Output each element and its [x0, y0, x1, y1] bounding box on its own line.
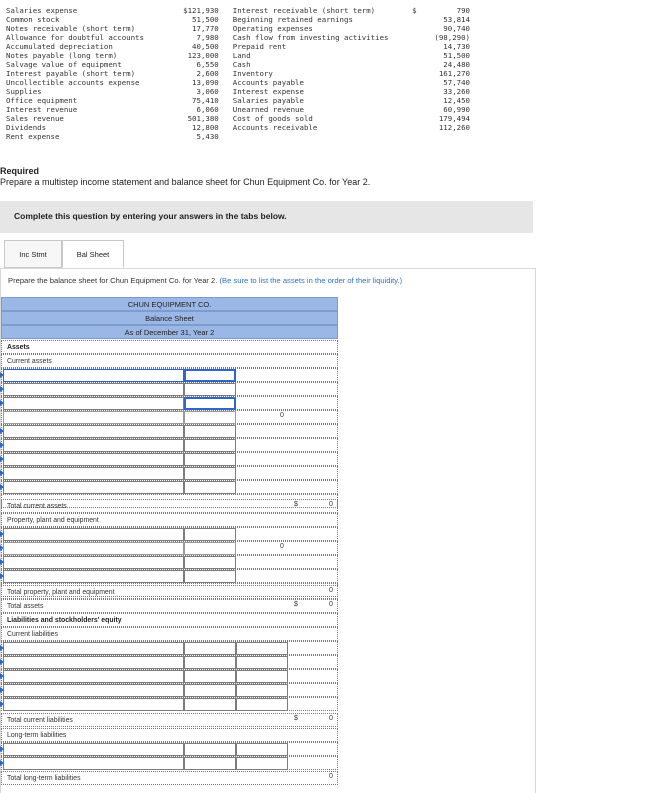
row-marker-icon [0, 673, 4, 679]
account-name: Supplies [6, 87, 42, 96]
statement-title: Balance Sheet [1, 311, 338, 325]
data-row [6, 78, 470, 87]
account-name: Allowance for doubtful accounts [6, 33, 144, 42]
account-value: 12,450 [443, 96, 470, 105]
data-row [6, 33, 470, 42]
data-row [6, 60, 470, 69]
row-marker-icon [0, 456, 4, 462]
account-value: 6,550 [196, 60, 219, 69]
amount-input[interactable] [236, 757, 288, 770]
data-row [6, 24, 470, 33]
row-marker-icon [0, 372, 4, 378]
current-assets-heading-row [1, 354, 338, 368]
account-label-input[interactable] [3, 542, 184, 555]
dollar-sign: $ [294, 715, 298, 722]
account-value: 2,600 [196, 69, 219, 78]
account-name: Beginning retained earnings [232, 15, 353, 24]
required-title: Required [0, 166, 40, 176]
total-current-assets-label: Total current assets [7, 503, 67, 510]
dollar-sign [412, 60, 431, 69]
row-marker-icon [0, 701, 4, 707]
account-name: Uncollectible accounts expense [6, 78, 140, 87]
row-marker-icon [0, 645, 4, 651]
instructions-banner [0, 201, 533, 233]
amount-input[interactable] [236, 743, 288, 756]
instruction-hint: (Be sure to list the assets in the order of their liquidity.) [219, 276, 403, 285]
account-value [431, 132, 470, 141]
account-value: 123,000 [187, 51, 219, 60]
row-marker-icon [0, 559, 4, 565]
amount-input[interactable] [184, 670, 236, 683]
data-row [6, 96, 470, 105]
account-label-input[interactable] [3, 570, 184, 583]
account-label-input[interactable] [3, 369, 184, 382]
amount-input[interactable] [184, 425, 236, 438]
account-name: Cash flow from investing activities [232, 33, 389, 42]
input-row [1, 382, 338, 396]
banner-text: Complete this question by entering your answers in the tabs below. [14, 211, 287, 221]
amount-input[interactable] [184, 411, 236, 424]
account-value: 14,730 [443, 42, 470, 51]
amount-input[interactable] [236, 670, 288, 683]
account-name: Notes payable (long term) [6, 51, 118, 60]
data-row [6, 87, 470, 96]
row-marker-icon [0, 531, 4, 537]
account-label-input[interactable] [3, 670, 184, 683]
company-name: CHUN EQUIPMENT CO. [1, 297, 338, 311]
dollar-sign [412, 132, 431, 141]
account-data-table [6, 6, 470, 141]
account-name: Dividends [6, 123, 47, 132]
account-name: Interest receivable (short term) [232, 6, 376, 15]
input-row [1, 466, 338, 480]
input-row [1, 452, 338, 466]
row-marker-icon [0, 573, 4, 579]
amount-input[interactable] [184, 698, 236, 711]
current-liabilities-heading: Current liabilities [7, 631, 58, 638]
amount-input[interactable] [184, 467, 236, 480]
account-name: Interest revenue [6, 105, 78, 114]
amount-input[interactable] [236, 698, 288, 711]
row-marker-icon [0, 470, 4, 476]
amount-input[interactable] [236, 656, 288, 669]
total-current-assets-row [1, 499, 338, 513]
data-row [6, 15, 470, 24]
current-assets-heading: Current assets [7, 358, 52, 365]
row-marker-icon [0, 484, 4, 490]
account-label-input[interactable] [3, 397, 184, 410]
dollar-sign [412, 114, 431, 123]
long-term-liabilities-heading-row [1, 728, 338, 742]
account-value: 33,260 [443, 87, 470, 96]
account-name: Unearned revenue [232, 105, 304, 114]
account-label-input[interactable] [3, 383, 184, 396]
account-value: 790 [456, 6, 470, 15]
account-value: 75,410 [192, 96, 219, 105]
amount-input[interactable] [184, 570, 236, 583]
receivable-net-value: 0 [280, 412, 284, 419]
account-value: 53,814 [443, 15, 470, 24]
row-marker-icon [0, 746, 4, 752]
account-value: 12,800 [192, 123, 219, 132]
account-value: (98,290) [434, 33, 470, 42]
account-label-input[interactable] [3, 698, 184, 711]
total-current-assets-value: 0 [329, 501, 333, 508]
amount-input[interactable] [184, 556, 236, 569]
dollar-sign [412, 96, 431, 105]
ppe-heading: Property, plant and equipment [7, 517, 99, 524]
ppe-heading-row [1, 513, 338, 527]
account-label-input[interactable] [3, 757, 184, 770]
account-value: 17,770 [192, 24, 219, 33]
input-row [1, 368, 338, 382]
account-name: Operating expenses [232, 24, 313, 33]
assets-heading-row [1, 340, 338, 354]
input-row [1, 424, 338, 438]
account-value: 51,500 [443, 51, 470, 60]
input-row [1, 641, 338, 655]
ppe-net-value: 0 [280, 543, 284, 550]
row-marker-icon [0, 687, 4, 693]
dollar-sign: $ [412, 6, 417, 15]
input-row [1, 697, 338, 711]
account-value: 13,090 [192, 78, 219, 87]
total-assets-value: 0 [329, 601, 333, 608]
input-row [1, 438, 338, 452]
account-value: 6,060 [196, 105, 219, 114]
account-label-input[interactable] [3, 556, 184, 569]
instruction-main: Prepare the balance sheet for Chun Equipment Co. for Year 2. [8, 276, 218, 285]
row-marker-icon [0, 428, 4, 434]
account-value: 57,740 [443, 78, 470, 87]
amount-input[interactable] [184, 542, 236, 555]
total-current-liabilities-row [1, 713, 338, 727]
dollar-sign [412, 42, 431, 51]
account-name: Interest expense [232, 87, 304, 96]
liabilities-equity-heading: Liabilities and stockholders' equity [7, 617, 122, 624]
account-name: Accumulated depreciation [6, 42, 113, 51]
dollar-sign [412, 33, 431, 42]
amount-input[interactable] [184, 757, 236, 770]
balance-sheet-instruction [8, 276, 402, 285]
dollar-sign [412, 24, 431, 33]
dollar-sign [412, 78, 431, 87]
tab-inc-stmt[interactable]: Inc Stmt [4, 240, 62, 268]
dollar-sign: $ [294, 601, 298, 608]
account-label-input[interactable] [3, 684, 184, 697]
tab-bal-sheet[interactable]: Bal Sheet [62, 240, 124, 268]
amount-input[interactable] [184, 383, 236, 396]
account-label-input[interactable] [3, 467, 184, 480]
account-name [233, 132, 412, 141]
amount-input[interactable] [184, 528, 236, 541]
row-marker-icon [0, 442, 4, 448]
total-assets-row [1, 599, 338, 613]
account-label-input[interactable] [3, 439, 184, 452]
amount-input[interactable] [184, 481, 236, 494]
amount-input[interactable] [184, 439, 236, 452]
dollar-sign [412, 123, 431, 132]
input-row [1, 480, 338, 494]
account-value: 51,500 [192, 15, 219, 24]
account-name: Inventory [232, 69, 273, 78]
current-liabilities-heading-row [1, 627, 338, 641]
row-marker-icon [0, 386, 4, 392]
account-name: Cost of goods sold [232, 114, 313, 123]
account-name: Interest payable (short term) [6, 69, 136, 78]
account-label-input[interactable] [3, 425, 184, 438]
amount-input[interactable] [184, 743, 236, 756]
amount-input[interactable] [236, 642, 288, 655]
account-value: 24,480 [443, 60, 470, 69]
account-name: Office equipment [6, 96, 78, 105]
account-name: Notes receivable (short term) [6, 24, 136, 33]
assets-heading: Assets [7, 344, 30, 351]
total-ppe-row [1, 585, 338, 599]
data-row [6, 123, 470, 132]
data-row [6, 69, 470, 78]
dollar-sign [412, 15, 431, 24]
data-row [6, 6, 470, 15]
account-name: Land [232, 51, 251, 60]
row-marker-icon [0, 760, 4, 766]
required-text: Prepare a multistep income statement and balance sheet for Chun Equipment Co. for Year 2. [0, 177, 371, 187]
account-value: 5,430 [196, 132, 219, 141]
input-row [1, 742, 338, 756]
dollar-sign [412, 87, 431, 96]
account-label-input[interactable] [3, 481, 184, 494]
data-row [6, 132, 470, 141]
account-label-input[interactable] [3, 642, 184, 655]
amount-input[interactable] [184, 684, 236, 697]
data-row [6, 105, 470, 114]
input-row [1, 569, 338, 583]
data-row [6, 42, 470, 51]
data-row [6, 51, 470, 60]
receivable-net-value-row [1, 410, 338, 424]
account-value: 60,990 [443, 105, 470, 114]
account-name: Cash [232, 60, 251, 69]
input-row [1, 756, 338, 770]
total-ppe-value: 0 [329, 587, 333, 594]
account-value: $121,930 [183, 6, 219, 15]
total-long-term-liabilities-value: 0 [329, 773, 333, 780]
account-label-input[interactable] [3, 656, 184, 669]
total-current-liabilities-value: 0 [329, 715, 333, 722]
account-name: Accounts receivable [232, 123, 318, 132]
account-value: 501,380 [187, 114, 219, 123]
amount-input[interactable] [184, 656, 236, 669]
account-name: Sales revenue [6, 114, 64, 123]
total-long-term-liabilities-row [1, 771, 338, 785]
amount-input[interactable] [236, 684, 288, 697]
row-marker-icon [0, 400, 4, 406]
account-value: 3,060 [196, 87, 219, 96]
account-name: Salvage value of equipment [6, 60, 122, 69]
amount-input[interactable] [184, 453, 236, 466]
account-label-input[interactable] [3, 743, 184, 756]
total-long-term-liabilities-label: Total long-term liabilities [7, 775, 81, 782]
dollar-sign: $ [294, 501, 298, 508]
account-label-input[interactable] [3, 528, 184, 541]
long-term-liabilities-heading: Long-term liabilities [7, 732, 67, 739]
account-value: 112,260 [438, 123, 470, 132]
input-row [1, 527, 338, 541]
row-marker-icon [0, 659, 4, 665]
ppe-net-value-row [1, 541, 338, 555]
account-name: Accounts payable [232, 78, 304, 87]
account-value: 179,494 [438, 114, 470, 123]
input-row [1, 396, 338, 410]
account-value: 161,270 [438, 69, 470, 78]
input-row [1, 683, 338, 697]
total-ppe-label: Total property, plant and equipment [7, 589, 115, 596]
account-value: 7,980 [196, 33, 219, 42]
liabilities-equity-heading-row [1, 613, 338, 627]
input-row [1, 655, 338, 669]
account-name: Salaries payable [232, 96, 304, 105]
account-name: Common stock [6, 15, 60, 24]
input-row [1, 555, 338, 569]
account-label-input[interactable] [3, 411, 184, 424]
account-value: 90,740 [443, 24, 470, 33]
account-name: Salaries expense [6, 6, 78, 15]
total-assets-label: Total assets [7, 603, 44, 610]
dollar-sign [412, 105, 431, 114]
account-name: Prepaid rent [232, 42, 287, 51]
dollar-sign [412, 69, 431, 78]
dollar-sign [412, 51, 431, 60]
statement-date: As of December 31, Year 2 [1, 325, 338, 339]
amount-input[interactable] [184, 397, 236, 410]
account-label-input[interactable] [3, 453, 184, 466]
input-row [1, 669, 338, 683]
account-name: Rent expense [6, 132, 60, 141]
amount-input[interactable] [184, 642, 236, 655]
data-row [6, 114, 470, 123]
amount-input[interactable] [184, 369, 236, 382]
account-value: 40,500 [192, 42, 219, 51]
total-current-liabilities-label: Total current liabilities [7, 717, 73, 724]
